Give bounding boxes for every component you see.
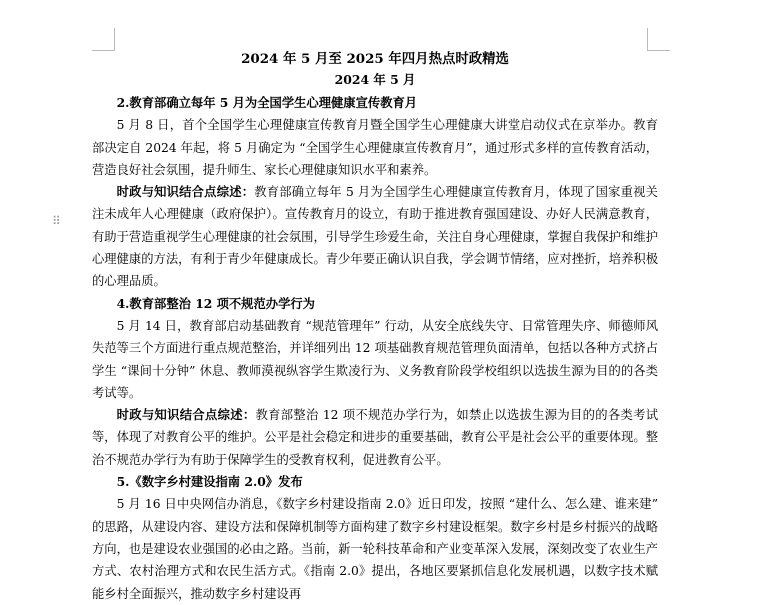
- section-heading: 5.《数字乡村建设指南 2.0》发布: [116, 474, 303, 490]
- document-title: 2024 年 5 月至 2025 年四月热点时政精选: [241, 51, 509, 67]
- analysis-text: 教育部整治 12 项不规范办学行为，如禁止以选拔生源为目的的各类考试等，体现了对教育公平的维护。公平是社会稳定和进步的重要基础，教育公平是社会公平的重要体现。整治不规范办学行为有助于保障学生的受教育权利，促进教育公平。: [92, 408, 658, 467]
- section-analysis: [92, 404, 658, 471]
- analysis-lead: 时政与知识结合点综述：: [116, 184, 255, 200]
- document-page: [92, 48, 658, 605]
- section-heading: 2.教育部确立每年 5 月为全国学生心理健康宣传教育月: [116, 95, 418, 110]
- section-body: 5 月 14 日，教育部启动基础教育 “规范管理年” 行动，从安全底线失守、日常管理失序、师德师风失范等三个方面进行重点规范整治，并详细列出 12 项基础教育规范管理负面清单，包括以各种方式挤占学生 “课间十分钟” 休息、教师漠视纵容学生欺凌行为、义务教育阶段学校组织以选拔生源为目的的各类考试等。: [92, 318, 658, 400]
- drag-handle-icon[interactable]: ⠿: [52, 214, 62, 228]
- document-subtitle: 2024 年 5 月: [334, 72, 416, 87]
- section-body: 5 月 8 日，首个全国学生心理健康宣传教育月暨全国学生心理健康大讲堂启动仪式在京举办。教育部决定自 2024 年起，将 5 月确定为 “全国学生心理健康宣传教育月”，通过形式多样的宣传教育活动，营造良好社会氛围，提升师生、家长心理健康知识水平和素养。: [92, 118, 658, 177]
- section-body: 5 月 16 日中央网信办消息，《数字乡村建设指南 2.0》近日印发，按照 “建什么、怎么建、谁来建” 的思路，从建设内容、建设方法和保障机制等方面构建了数字乡村建设框架。数字乡村是乡村振兴的战略方向，也是建设农业强国的必由之路。当前，新一轮科技革命和产业变革深入发展，深刻改变了农业生产方式、农村治理方式和农民生活方式。《指南 2.0》提出，各地区要紧抓信息化发展机遇，以数字技术赋能乡村全面振兴，推动数字乡村建设再: [92, 497, 658, 601]
- analysis-lead: 时政与知识结合点综述：: [116, 407, 256, 423]
- section-heading: 4.教育部整治 12 项不规范办学行为: [116, 295, 315, 311]
- section-analysis: [92, 181, 658, 292]
- analysis-text: 教育部确立每年 5 月为全国学生心理健康宣传教育月，体现了国家重视关注未成年人心理健康（政府保护）。宣传教育月的设立，有助于推进教育强国建设、办好人民满意教育，有助于营造重视学生心理健康的社会氛围，引导学生珍爱生命，关注自身心理健康，掌握自我保护和维护心理健康的方法，有利于青少年健康成长。青少年要正确认识自我，学会调节情绪，应对挫折，培养积极的心理品质。: [92, 185, 658, 289]
